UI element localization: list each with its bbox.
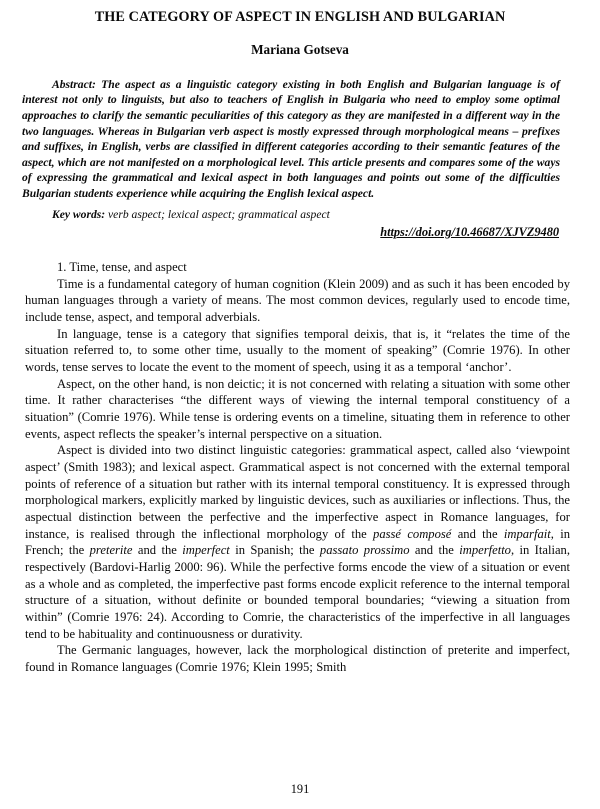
- term-passe-compose: passé composé: [373, 526, 452, 541]
- term-imperfetto: imperfetto: [459, 543, 511, 558]
- keywords-value: verb aspect; lexical aspect; grammatical aspect: [105, 207, 330, 221]
- term-imperfect: imperfect: [182, 543, 230, 558]
- paragraph-4-segment-c: , in French; the: [25, 526, 570, 558]
- page-title: THE CATEGORY OF ASPECT IN ENGLISH AND BULGARIAN: [94, 9, 506, 25]
- body-paragraph-1: Time is a fundamental category of human cognition (Klein 2009) and as such it has been encoded by human languages through a variety of means. The most common devices, regularly used to encode time, include tense, aspect, and temporal adverbials.: [25, 276, 570, 325]
- document-page: [0, 9, 600, 809]
- body-paragraph-2: In language, tense is a category that signifies temporal deixis, that is, it “relates the time of the situation referred to, to some other time, usually to the moment of speaking” (Comrie 1976). In other words, tense serves to locate the event to the moment of speech, using it as a temporal ‘anchor’.: [25, 326, 570, 375]
- doi-line: [22, 223, 560, 241]
- body-paragraph-4: [25, 442, 570, 642]
- body-paragraph-5: The Germanic languages, however, lack the morphological distinction of preterite and imperfect, found in Romance languages (Comrie 1976; Klein 1995; Smith: [25, 643, 570, 675]
- paragraph-4-segment-d: and the: [132, 543, 183, 558]
- abstract-block: [22, 77, 580, 241]
- abstract-paragraph: [22, 77, 560, 202]
- section-heading: 1. Time, tense, and aspect: [57, 260, 187, 275]
- body-paragraph-3: Aspect, on the other hand, is non deictic; it is not concerned with relating a situation with some other time. It rather characterises “the different ways of viewing the internal temporal constituency of a situation” (Comrie 1976). While tense is ordering events on a timeline, situating them in reference to other events, aspect reflects the speaker’s internal perspective on a situation.: [25, 376, 570, 441]
- keywords-paragraph: [22, 207, 560, 223]
- paragraph-4-segment-g: , in Italian, respectively (Bardovi-Harlig 2000: 96). While the perfective forms encode the view of a situation or event as a whole and as completed, the imperfective past forms encode explicit reference to the internal temporal structure of a situation, without definite or bounded temporal boundaries; “viewing a situation from within” (Comrie 1976: 24). According to Comrie, the characteristics of the imperfective in all languages tend to be habituality and continuousness or durativity.: [25, 543, 571, 641]
- body-block: [0, 259, 600, 676]
- term-passato-prossimo: passato prossimo: [319, 543, 410, 558]
- author-name: Mariana Gotseva: [251, 42, 349, 58]
- keywords-label: Key words:: [52, 207, 106, 221]
- abstract-text: The aspect as a linguistic category existing in both English and Bulgarian language is of interest not only to linguists, but also to teachers of English in Bulgaria who need to employ some optimal approaches to clarify the semantic peculiarities of this category as they are manifested in a different way in the two languages. Whereas in Bulgarian verb aspect is mostly expressed through morphological means – prefixes and suffixes, in English, verbs are classified in different categories according to their semantic features of the aspect, which are not manifested on a morphological level. This article presents and compares some of the ways of expressing the grammatical and lexical aspect in both languages and points out some of the difficulties Bulgarian students experience while acquiring the English lexical aspect.: [22, 77, 560, 200]
- doi-link[interactable]: https://doi.org/10.46687/XJVZ9480: [380, 225, 559, 240]
- term-preterite: preterite: [89, 543, 133, 558]
- term-imparfait: imparfait: [503, 526, 551, 541]
- paragraph-4-segment-f: and the: [409, 543, 460, 558]
- paragraph-4-segment-e: in Spanish; the: [229, 543, 320, 558]
- abstract-label: Abstract:: [52, 77, 96, 91]
- paragraph-4-segment-b: and the: [451, 526, 504, 541]
- paragraph-4-segment-a: Aspect is divided into two distinct linguistic categories: grammatical aspect, called also ‘viewpoint aspect’ (Smith 1983); and lexical aspect. Grammatical aspect is not concerned with the external temporal points of reference of a situation but rather with its internal temporal constituency. It is expressed through morphological markers, explicitly marked by linguistic devices, such as auxiliaries or inflections. Thus, the aspectual distinction between the perfective and the imperfective aspect in Romance languages, for instance, is realised through the inflectional morphology of the: [25, 443, 570, 541]
- page-number: 191: [290, 782, 310, 796]
